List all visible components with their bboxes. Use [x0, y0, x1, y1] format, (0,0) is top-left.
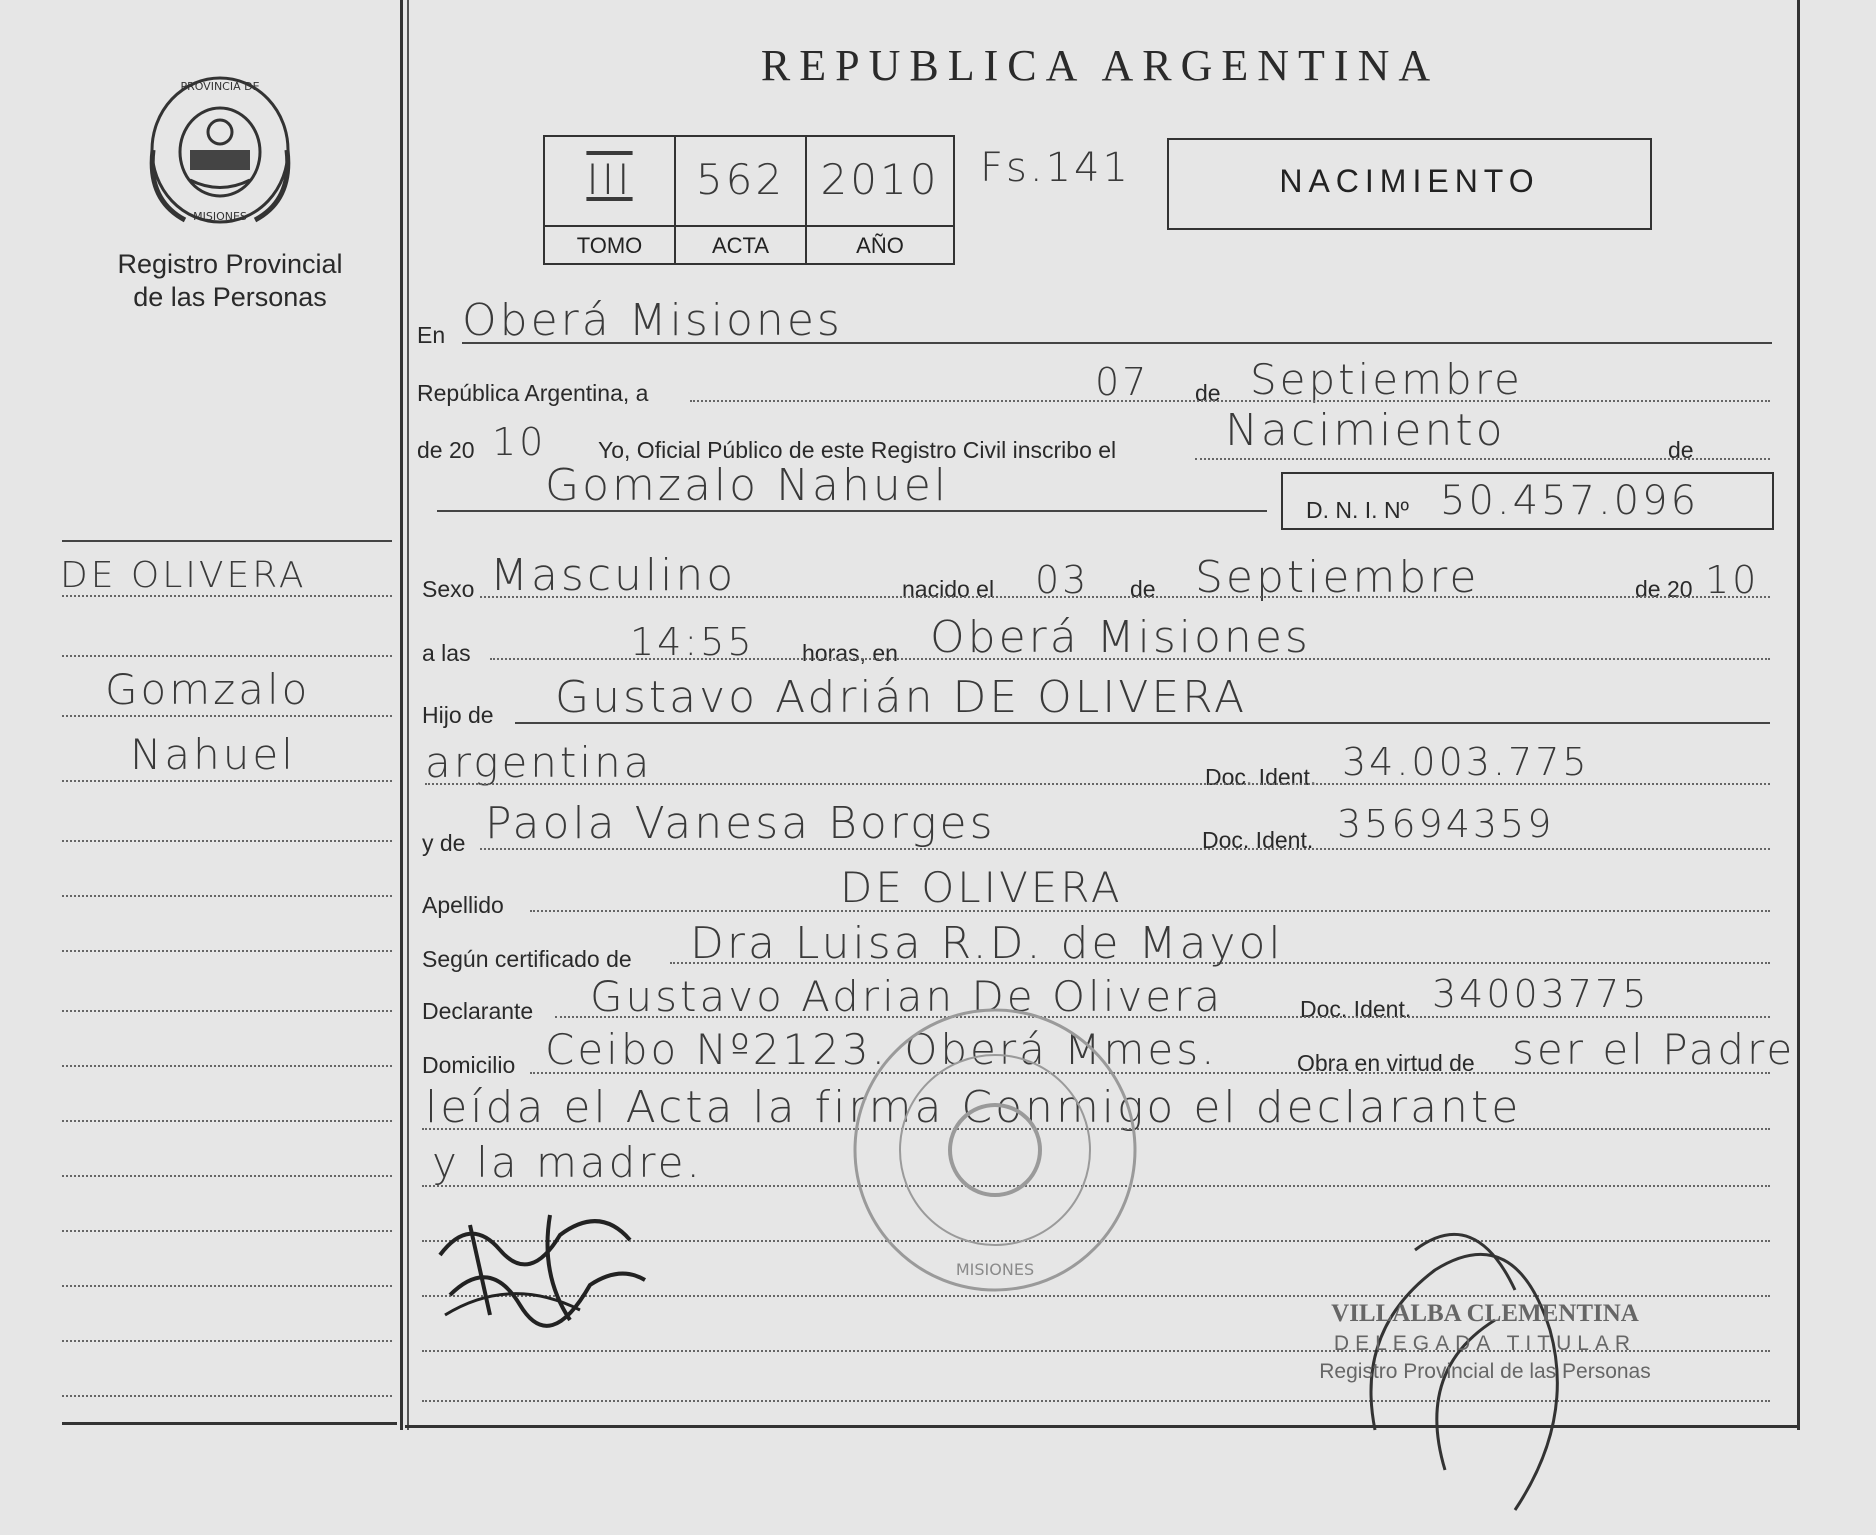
margin-rule [62, 1175, 392, 1177]
mother-doc-value: 35694359 [1337, 802, 1555, 846]
margin-given-1: Gomzalo [105, 665, 311, 714]
right-border [1797, 0, 1800, 1430]
margin-rule [62, 655, 392, 657]
margin-rule [62, 1285, 392, 1287]
svg-text:PROVINCIA DE: PROVINCIA DE [180, 80, 260, 93]
rule [490, 658, 1770, 660]
declarante-label: Declarante [422, 998, 534, 1024]
margin-rule [62, 1065, 392, 1067]
margin-rule [62, 780, 392, 782]
svg-text:MISIONES: MISIONES [193, 210, 247, 223]
svg-text:MISIONES: MISIONES [955, 1260, 1035, 1279]
domicilio-label: Domicilio [422, 1052, 516, 1078]
margin-rule [62, 1395, 392, 1397]
de-label: de [1130, 576, 1156, 602]
domicilio-value: Ceibo Nº2123. Oberá Mmes. [545, 1025, 1218, 1074]
acta-label: ACTA [711, 233, 770, 258]
en-label: En [417, 322, 446, 348]
country-title: REPUBLICA ARGENTINA [760, 41, 1440, 90]
child-name-value: Gomzalo Nahuel [545, 460, 950, 511]
rule [515, 722, 1770, 724]
day-value: 07 [1095, 360, 1150, 404]
margin-bottom-rule [62, 1422, 397, 1425]
oficial-label: Yo, Oficial Público de este Registro Civil inscribo el [598, 437, 1117, 463]
nacido-label: nacido el [902, 576, 995, 602]
place-value: Oberá Misiones [462, 295, 843, 346]
segun-label: Según certificado de [422, 946, 632, 972]
margin-rule [62, 840, 392, 842]
anio-value: 2010 [820, 155, 940, 204]
republica-label: República Argentina, a [417, 380, 649, 406]
act-type-label: NACIMIENTO [1279, 163, 1540, 199]
birth-day-value: 03 [1035, 558, 1090, 602]
declarant-signature [430, 1195, 660, 1335]
birth-year-label: de 20 [1635, 576, 1693, 602]
left-column-border [400, 0, 403, 1430]
margin-top-rule [62, 540, 392, 542]
registry-name [80, 248, 380, 314]
father-value: Gustavo Adrián DE OLIVERA [555, 672, 1248, 723]
birth-place-value: Oberá Misiones [930, 612, 1311, 663]
rule [437, 510, 1267, 512]
margin-rule [62, 595, 392, 597]
stamp-line-1: VILLALBA CLEMENTINA [1331, 1300, 1639, 1327]
father-doc-value: 34.003.775 [1342, 740, 1590, 784]
obra-label: Obra en virtud de [1297, 1050, 1475, 1076]
father-nationality-value: argentina [425, 738, 653, 787]
rule [480, 848, 1770, 850]
doc-label: Doc. Ident. [1300, 996, 1412, 1022]
rule [462, 342, 1772, 344]
province-seal-logo [145, 70, 295, 230]
declarante-doc-value: 34003775 [1432, 972, 1650, 1016]
rule [530, 910, 1770, 912]
doc-label: Doc. Ident. [1202, 827, 1314, 853]
dni-label: D. N. I. Nº [1306, 497, 1409, 523]
margin-rule [62, 1340, 392, 1342]
registry-seal-stamp [845, 1000, 1145, 1300]
time-value: 14:55 [630, 620, 755, 664]
anio-label: AÑO [856, 233, 904, 258]
yde-label: y de [422, 830, 466, 856]
tomo-value: III [586, 155, 633, 204]
rule [530, 1072, 1770, 1074]
margin-rule [62, 1120, 392, 1122]
apellido-label: Apellido [422, 892, 504, 918]
rule [480, 596, 1770, 598]
birth-year-value: 10 [1705, 558, 1760, 602]
mother-value: Paola Vanesa Borges [485, 798, 996, 849]
stamp-text [1290, 1300, 1680, 1384]
left-column-border-inner [407, 0, 409, 1430]
dni-value: 50.457.096 [1440, 478, 1700, 524]
de-label: de [1668, 437, 1694, 463]
margin-rule [62, 1230, 392, 1232]
hijo-label: Hijo de [422, 702, 494, 728]
rule [1195, 458, 1770, 460]
margin-rule [62, 1010, 392, 1012]
birth-month-value: Septiembre [1195, 552, 1480, 603]
rule [555, 1016, 1770, 1018]
apellido-value: DE OLIVERA [840, 863, 1123, 912]
year-value: 10 [492, 420, 547, 464]
month-value: Septiembre [1250, 355, 1523, 404]
stamp-line-3: Registro Provincial de las Personas [1319, 1360, 1651, 1383]
margin-surname: DE OLIVERA [60, 555, 307, 596]
margin-rule [62, 895, 392, 897]
sexo-label: Sexo [422, 576, 475, 602]
declarante-value: Gustavo Adrian De Olivera [590, 972, 1224, 1021]
stamp-line-2: DELEGADA TITULAR [1333, 1332, 1637, 1355]
doc-label: Doc. Ident. [1205, 764, 1317, 790]
rule [670, 962, 1770, 964]
closing-line-2: y la madre. [432, 1138, 703, 1187]
margin-rule [62, 950, 392, 952]
alas-label: a las [422, 640, 471, 666]
year-label: de 20 [417, 437, 475, 463]
rule [425, 783, 1770, 785]
sexo-value: Masculino [490, 550, 737, 601]
acta-value: 562 [695, 155, 786, 204]
registry-line-2: de las Personas [133, 282, 327, 312]
horas-label: horas, en [802, 640, 898, 666]
folio-value: Fs.141 [980, 145, 1131, 191]
tomo-label: TOMO [576, 233, 643, 258]
de-label: de [1195, 380, 1221, 406]
obra-value: ser el Padre [1512, 1025, 1796, 1074]
registry-line-1: Registro Provincial [117, 249, 343, 279]
rule [690, 400, 1770, 402]
margin-rule [62, 715, 392, 717]
closing-line-1: leída el Acta la firma Conmigo el declarante [425, 1082, 1522, 1133]
event-value: Nacimiento [1225, 405, 1506, 456]
certificado-value: Dra Luisa R.D. de Mayol [690, 918, 1284, 969]
margin-given-2: Nahuel [130, 730, 296, 779]
